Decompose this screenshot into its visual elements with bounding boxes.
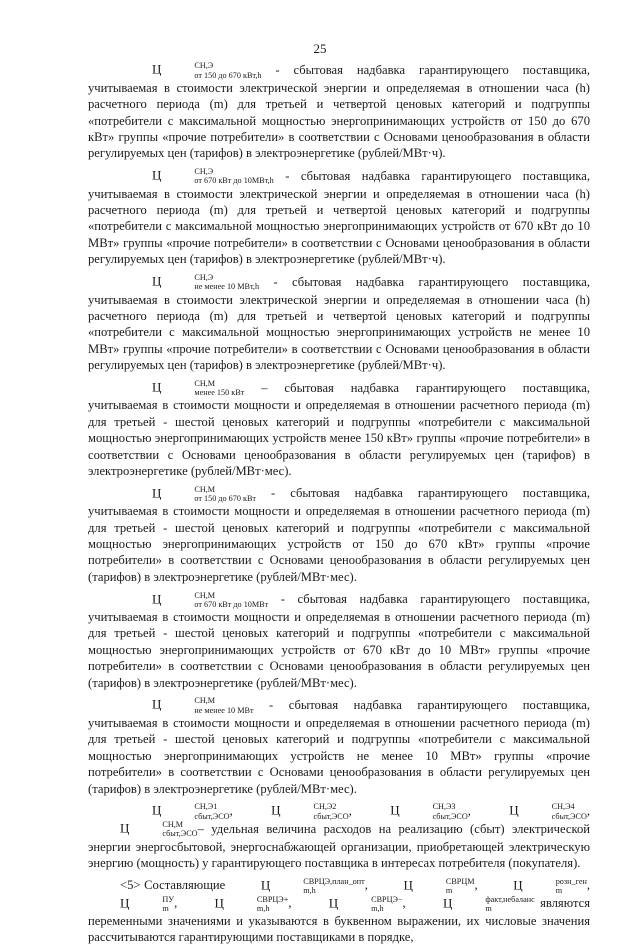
paragraph-2 (88, 168, 590, 268)
paragraph-1 (88, 62, 590, 162)
paragraph-6 (88, 591, 590, 691)
formula-symbol: Ц СН,Э2 сбыт,ЭСО (271, 802, 349, 821)
formula-symbol: Ц СВРЦЭ+ m,h (214, 894, 289, 913)
paragraph-text: - сбытовая надбавка гарантирующего поставщика, учитываемая в стоимости электрической энергии и определяемая в отношении часа (h) расчетного периода (m) для третьей и четвертой ценовых категорий и подгруппы «потребители с максимальной мощностью энергопринимающих устройств от 670 кВт до 10 МВт» группы «прочие потребители» в соответствии с Основами ценообразования в области регулируемых цен (тарифов) в электроэнергетике (рублей/МВт·ч). (88, 168, 590, 267)
formula-symbol: Ц розн_ген m (513, 876, 587, 895)
paragraph-text: – сбытовая надбавка гарантирующего поставщика, учитываемая в стоимости мощности и определяемая в отношении расчетного периода (m) для третьей - шестой ценовых категорий и подгруппы «потребители с максимальной мощностью энергопринимающих устройств менее 150 кВт» группы «прочие потребители» в соответствии с Основами ценообразования в области регулируемых цен (тарифов) в электроэнергетике (рублей/МВт·мес). (88, 380, 590, 478)
formula-symbol: Ц СВРЦЭ,план_опт m,h (260, 876, 365, 895)
paragraph-text: являются переменными значениями и указываются в буквенном выражении, их числовые значения рассчитываются гарантирующими поставщиками в порядке, (88, 896, 590, 945)
formula-symbol: Ц СН,М не менее 10 МВт (152, 696, 254, 715)
paragraph-text: - сбытовая надбавка гарантирующего поставщика, учитываемая в стоимости мощности и определяемая в отношении расчетного периода (m) для третьей - шестой ценовых категорий и подгруппы «потребители с максимальной мощностью энергопринимающих устройств от 670 кВт до 10 МВт» группы «прочие потребители» в соответствии с Основами ценообразования в области регулируемых цен (тарифов) в электроэнергетике (рублей/МВт·мес). (88, 592, 590, 690)
document-body (88, 62, 590, 946)
formula-symbol: Ц СН,Э4 сбыт,ЭСО (509, 802, 587, 821)
formula-symbol: Ц СН,Э3 сбыт,ЭСО (390, 802, 468, 821)
paragraph-text: – удельная величина расходов на реализацию (сбыт) электрической энергии энергосбытовой, энергоснабжающей организации, приобретающей электрическую энергию (мощность) у гарантирующего поставщика в интересах потребителя (покупателя). (88, 821, 590, 870)
formula-symbol: Ц СВРЦЭ− m,h (328, 894, 403, 913)
formula-symbol: Ц СН,М сбыт,ЭСО (120, 820, 198, 839)
page-number: 25 (313, 41, 327, 56)
formula-symbol: Ц СВРЦМ m (403, 876, 475, 895)
formula-symbol: Ц СН,Э1 сбыт,ЭСО (152, 802, 230, 821)
paragraph-text: - сбытовая надбавка гарантирующего поставщика, учитываемая в стоимости электрической энергии и определяемая в отношении часа (h) расчетного периода (m) для третьей и четвертой ценовых категорий и подгруппы «потребители с максимальной мощностью энергопринимающих устройств не менее 10 МВт» группы «прочие потребители» в соответствии с Основами ценообразования в области регулируемых цен (тарифов) в электроэнергетике (рублей/МВт·ч). (88, 274, 590, 373)
formula-symbol: Ц СН,Э от 670 кВт до 10МВт,h (152, 167, 274, 186)
paragraph-4 (88, 380, 590, 480)
formula-symbol: Ц СН,Э от 150 до 670 кВт,h (152, 61, 262, 80)
formula-symbol: Ц СН,Э не менее 10 МВт,h (152, 273, 260, 292)
paragraph-8: Ц СН,Э1 сбыт,ЭСО , Ц СН,Э2 сбыт,ЭСО , Ц СН,Э3 сбыт,ЭСО , Ц СН,Э4 сбыт,ЭСО , Ц СН,М сбыт,ЭСО – удельная величина расходов на реализацию (сбыт) электрической энергии энергосбытовой, энергоснабжающей организации, приобретающей электрическую энергию (мощность) у гарантирующего поставщика в интересах потребителя (покупателя). (88, 802, 591, 870)
footnote-lead: <5> Составляющие (120, 878, 226, 893)
formula-symbol: Ц СН,М от 670 кВт до 10МВт (152, 590, 269, 609)
paragraph-text: - сбытовая надбавка гарантирующего поставщика, учитываемая в стоимости электрической энергии и определяемая в отношении часа (h) расчетного периода (m) для третьей и четвертой ценовых категорий и подгруппы «потребители с максимальной мощностью энергопринимающих устройств от 150 до 670 кВт» группы «прочие потребители» в соответствии с Основами ценообразования в области регулируемых цен (тарифов) в электроэнергетике (рублей/МВт·ч). (88, 63, 590, 161)
paragraph-7 (88, 697, 590, 797)
formula-symbol: Ц СН,М менее 150 кВт (152, 378, 245, 398)
formula-symbol: Ц ПУ m (120, 894, 175, 913)
paragraph-5 (88, 485, 590, 585)
paragraph-text: - сбытовая надбавка гарантирующего поставщика, учитываемая в стоимости мощности и определяемая в отношении расчетного периода (m) для третьей - шестой ценовых категорий и подгруппы «потребители с максимальной мощностью энергопринимающих устройств от 150 до 670 кВт» группы «прочие потребители» в соответствии с Основами ценообразования в области регулируемых цен (тарифов) в электроэнергетике (рублей/МВт·мес). (88, 486, 590, 584)
paragraph-9: <5> Составляющие Ц СВРЦЭ,план_опт m,h , Ц СВРЦМ m , Ц розн_ген m , Ц ПУ m , Ц СВРЦЭ+ m,h , Ц СВРЦЭ− m,h , Ц факт,небаланс m являются переменными значениями и указываются в буквенном выражении, их числовые значения рассчитываются гарантирующими поставщиками в порядке, (88, 876, 591, 945)
paragraph-3 (88, 274, 590, 374)
paragraph-text: - сбытовая надбавка гарантирующего поставщика, учитываемая в стоимости мощности и определяемая в отношении расчетного периода (m) для третьей - шестой ценовых категорий и подгруппы «потребители с максимальной мощностью энергопринимающих устройств не менее 10 МВт» группы «прочие потребители» в соответствии с Основами ценообразования в области регулируемых цен (тарифов) в электроэнергетике (рублей/МВт·мес). (88, 698, 590, 796)
formula-symbol: Ц СН,М от 150 до 670 кВт (152, 484, 256, 503)
formula-symbol: Ц факт,небаланс m (442, 894, 535, 913)
